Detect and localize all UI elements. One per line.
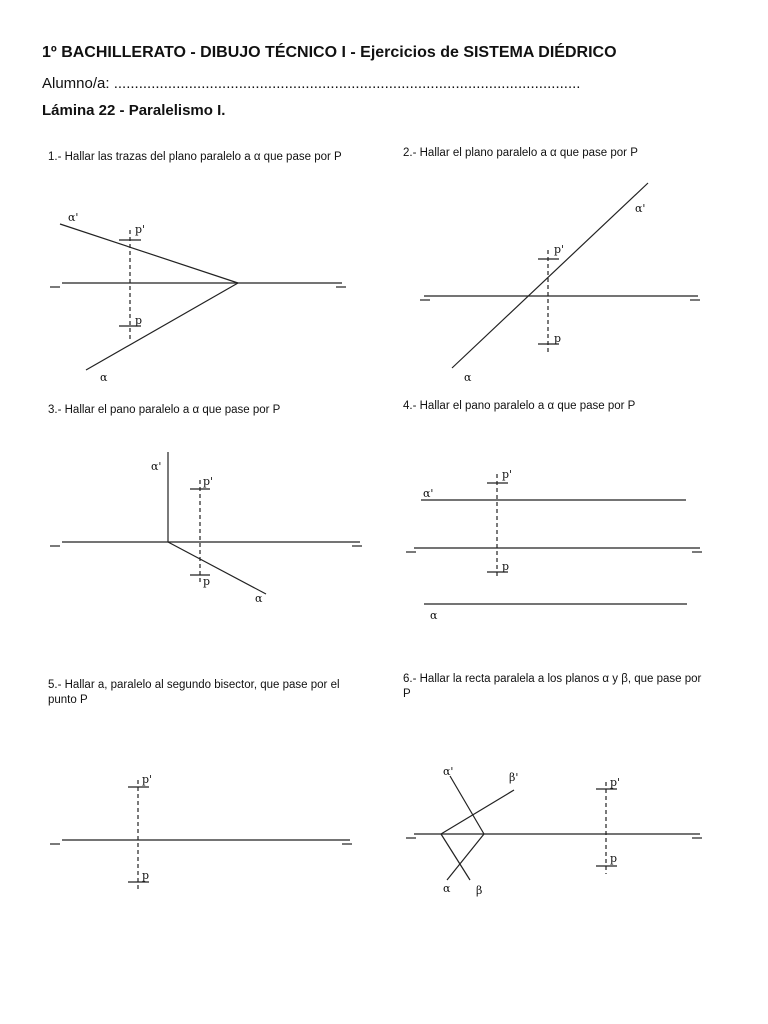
beta-v-label: β': [509, 771, 519, 784]
alpha-h-label: α: [464, 371, 472, 384]
exercise-6-drawing: [406, 765, 702, 897]
exercise-3-statement: 3.- Hallar el pano paralelo a α que pase por P: [48, 404, 281, 416]
student-name-line: Alumno/a: ................................................................................................................: [42, 75, 581, 92]
alpha-h-label: α: [255, 592, 263, 605]
exercise-4-drawing: [406, 468, 702, 622]
p-h-label: p: [135, 314, 143, 327]
alpha-horizontal-trace: [168, 542, 266, 594]
alpha-h-label: α: [443, 882, 451, 895]
alpha-v-label: α': [423, 487, 434, 500]
p-v-label: p': [142, 773, 153, 786]
beta-h-label: β: [476, 884, 483, 897]
p-v-label: p': [554, 243, 565, 256]
exercise-5-statement: 5.- Hallar a, paralelo al segundo bisector, que pase por el punto P: [48, 679, 340, 706]
exercise-1-statement: 1.- Hallar las trazas del plano paralelo a α que pase por P: [48, 151, 342, 163]
exercise-6-statement: 6.- Hallar la recta paralela a los planos α y β, que pase por P: [403, 673, 702, 700]
p-h-label: p: [610, 852, 618, 865]
p-v-label: p': [135, 223, 146, 236]
exercise-4-statement: 4.- Hallar el pano paralelo a α que pase por P: [403, 400, 636, 412]
p-h-label: p: [554, 332, 562, 345]
p-h-label: p: [203, 575, 211, 588]
alpha-v-label: α': [443, 765, 454, 778]
p-v-label: p': [610, 776, 621, 789]
exercise-3-drawing: [50, 452, 362, 605]
page-title: 1º BACHILLERATO - DIBUJO TÉCNICO I - Ejercicios de SISTEMA DIÉDRICO: [42, 44, 617, 61]
alpha-v-label: α': [68, 211, 79, 224]
alpha-horizontal-trace: [86, 283, 238, 370]
exercise-2-drawing: [420, 183, 700, 384]
alpha-vertical-trace: [60, 224, 238, 283]
exercise-2-statement: 2.- Hallar el plano paralelo a α que pase por P: [403, 147, 638, 159]
p-h-label: p: [142, 869, 150, 882]
exercise-5-drawing: [50, 773, 352, 890]
p-v-label: p': [502, 468, 513, 481]
alpha-h-label: α: [430, 609, 438, 622]
alpha-v-label: α': [635, 202, 646, 215]
alpha-h-label: α: [100, 371, 108, 384]
alpha-trace: [452, 183, 648, 368]
alpha-v-label: α': [151, 460, 162, 473]
sheet-title: Lámina 22 - Paralelismo I.: [42, 102, 226, 119]
p-v-label: p': [203, 475, 214, 488]
exercise-1-drawing: [50, 211, 346, 384]
p-h-label: p: [502, 560, 510, 573]
beta-vertical-trace: [441, 790, 514, 834]
